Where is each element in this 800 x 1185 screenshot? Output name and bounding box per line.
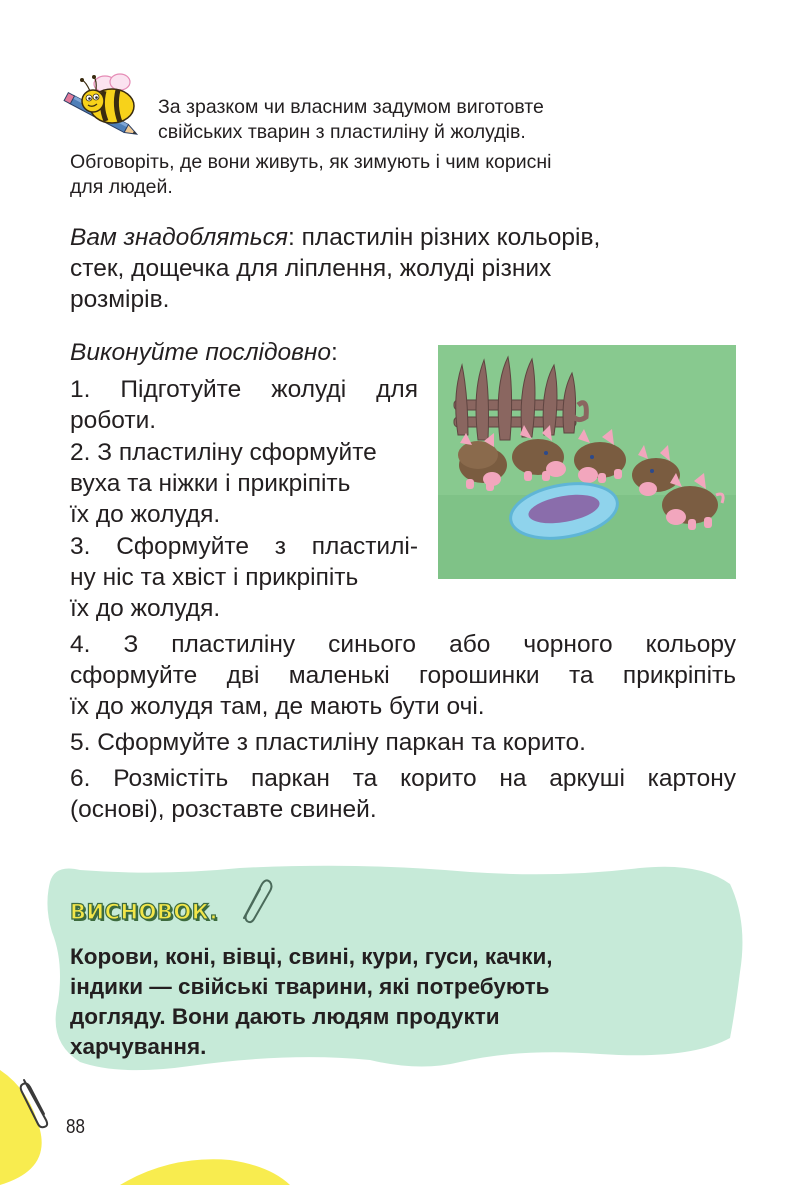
page-number: 88 (66, 1116, 85, 1138)
conclusion-line-4: харчування. (70, 1034, 207, 1059)
intro-line-1: За зразком чи власним задумом виготовте (158, 96, 544, 118)
steps-header-label: Виконуйте послідовно (70, 339, 332, 366)
conclusion-line-1: Корови, коні, вівці, свині, кури, гуси, качки, (70, 944, 553, 969)
step-5-line-1: 5. Сформуйте з пластиліну паркан та корито. (70, 729, 586, 756)
paperclip-icon (236, 876, 276, 926)
step-4-line-3: їх до жолудя там, де мають бути очі. (70, 693, 485, 720)
conclusion-line-3: догляду. Вони дають людям продукти (70, 1004, 500, 1029)
steps-header-colon: : (331, 339, 338, 366)
step-4-line-2: сформуйте дві маленькі горошинки та прикріпіть (70, 662, 736, 689)
materials-label: Вам знадобляться (70, 224, 289, 251)
intro-line-2: свійських тварин з пластиліну й жолудів. (158, 121, 526, 143)
step-3-line-1: 3. Сформуйте з пластилі- (70, 533, 418, 560)
paperclip-icon (16, 1072, 56, 1132)
materials-line-1 (70, 222, 600, 253)
conclusion-text (70, 942, 730, 1062)
step-1-line-1: 1. Підготуйте жолуді для (70, 376, 418, 403)
intro-line-4: для людей. (70, 176, 173, 198)
step-6-line-2: (основі), розставте свиней. (70, 796, 377, 823)
step-6-line-1: 6. Розмістіть паркан та корито на аркуші картону (70, 765, 736, 792)
materials-text: : пластилін різних кольорів, (288, 224, 601, 251)
steps-header (70, 337, 338, 368)
step-2-line-2: вуха та ніжки і прикріпіть (70, 470, 351, 497)
step-3-line-2: ну ніс та хвіст і прикріпіть (70, 564, 359, 591)
bee-with-pencil-icon (60, 70, 158, 142)
intro-line-3: Обговоріть, де вони живуть, як зимують і чим корисні (70, 151, 552, 173)
step-2-line-3: їх до жолудя. (70, 501, 221, 528)
step-4-line-1: 4. З пластиліну синього або чорного кольору (70, 631, 736, 658)
step-3-line-3: їх до жолудя. (70, 595, 221, 622)
step-1-line-2: роботи. (70, 407, 157, 434)
plasticine-pigs-photo (438, 345, 736, 579)
materials-line-3: розмірів. (70, 286, 170, 313)
materials-line-2: стек, дощечка для ліплення, жолуді різних (70, 255, 552, 282)
conclusion-line-2: індики — свійські тварини, які потребують (70, 974, 550, 999)
step-2-line-1: 2. З пластиліну сформуйте (70, 439, 377, 466)
conclusion-label: ВИСНОВОК. (70, 900, 218, 924)
